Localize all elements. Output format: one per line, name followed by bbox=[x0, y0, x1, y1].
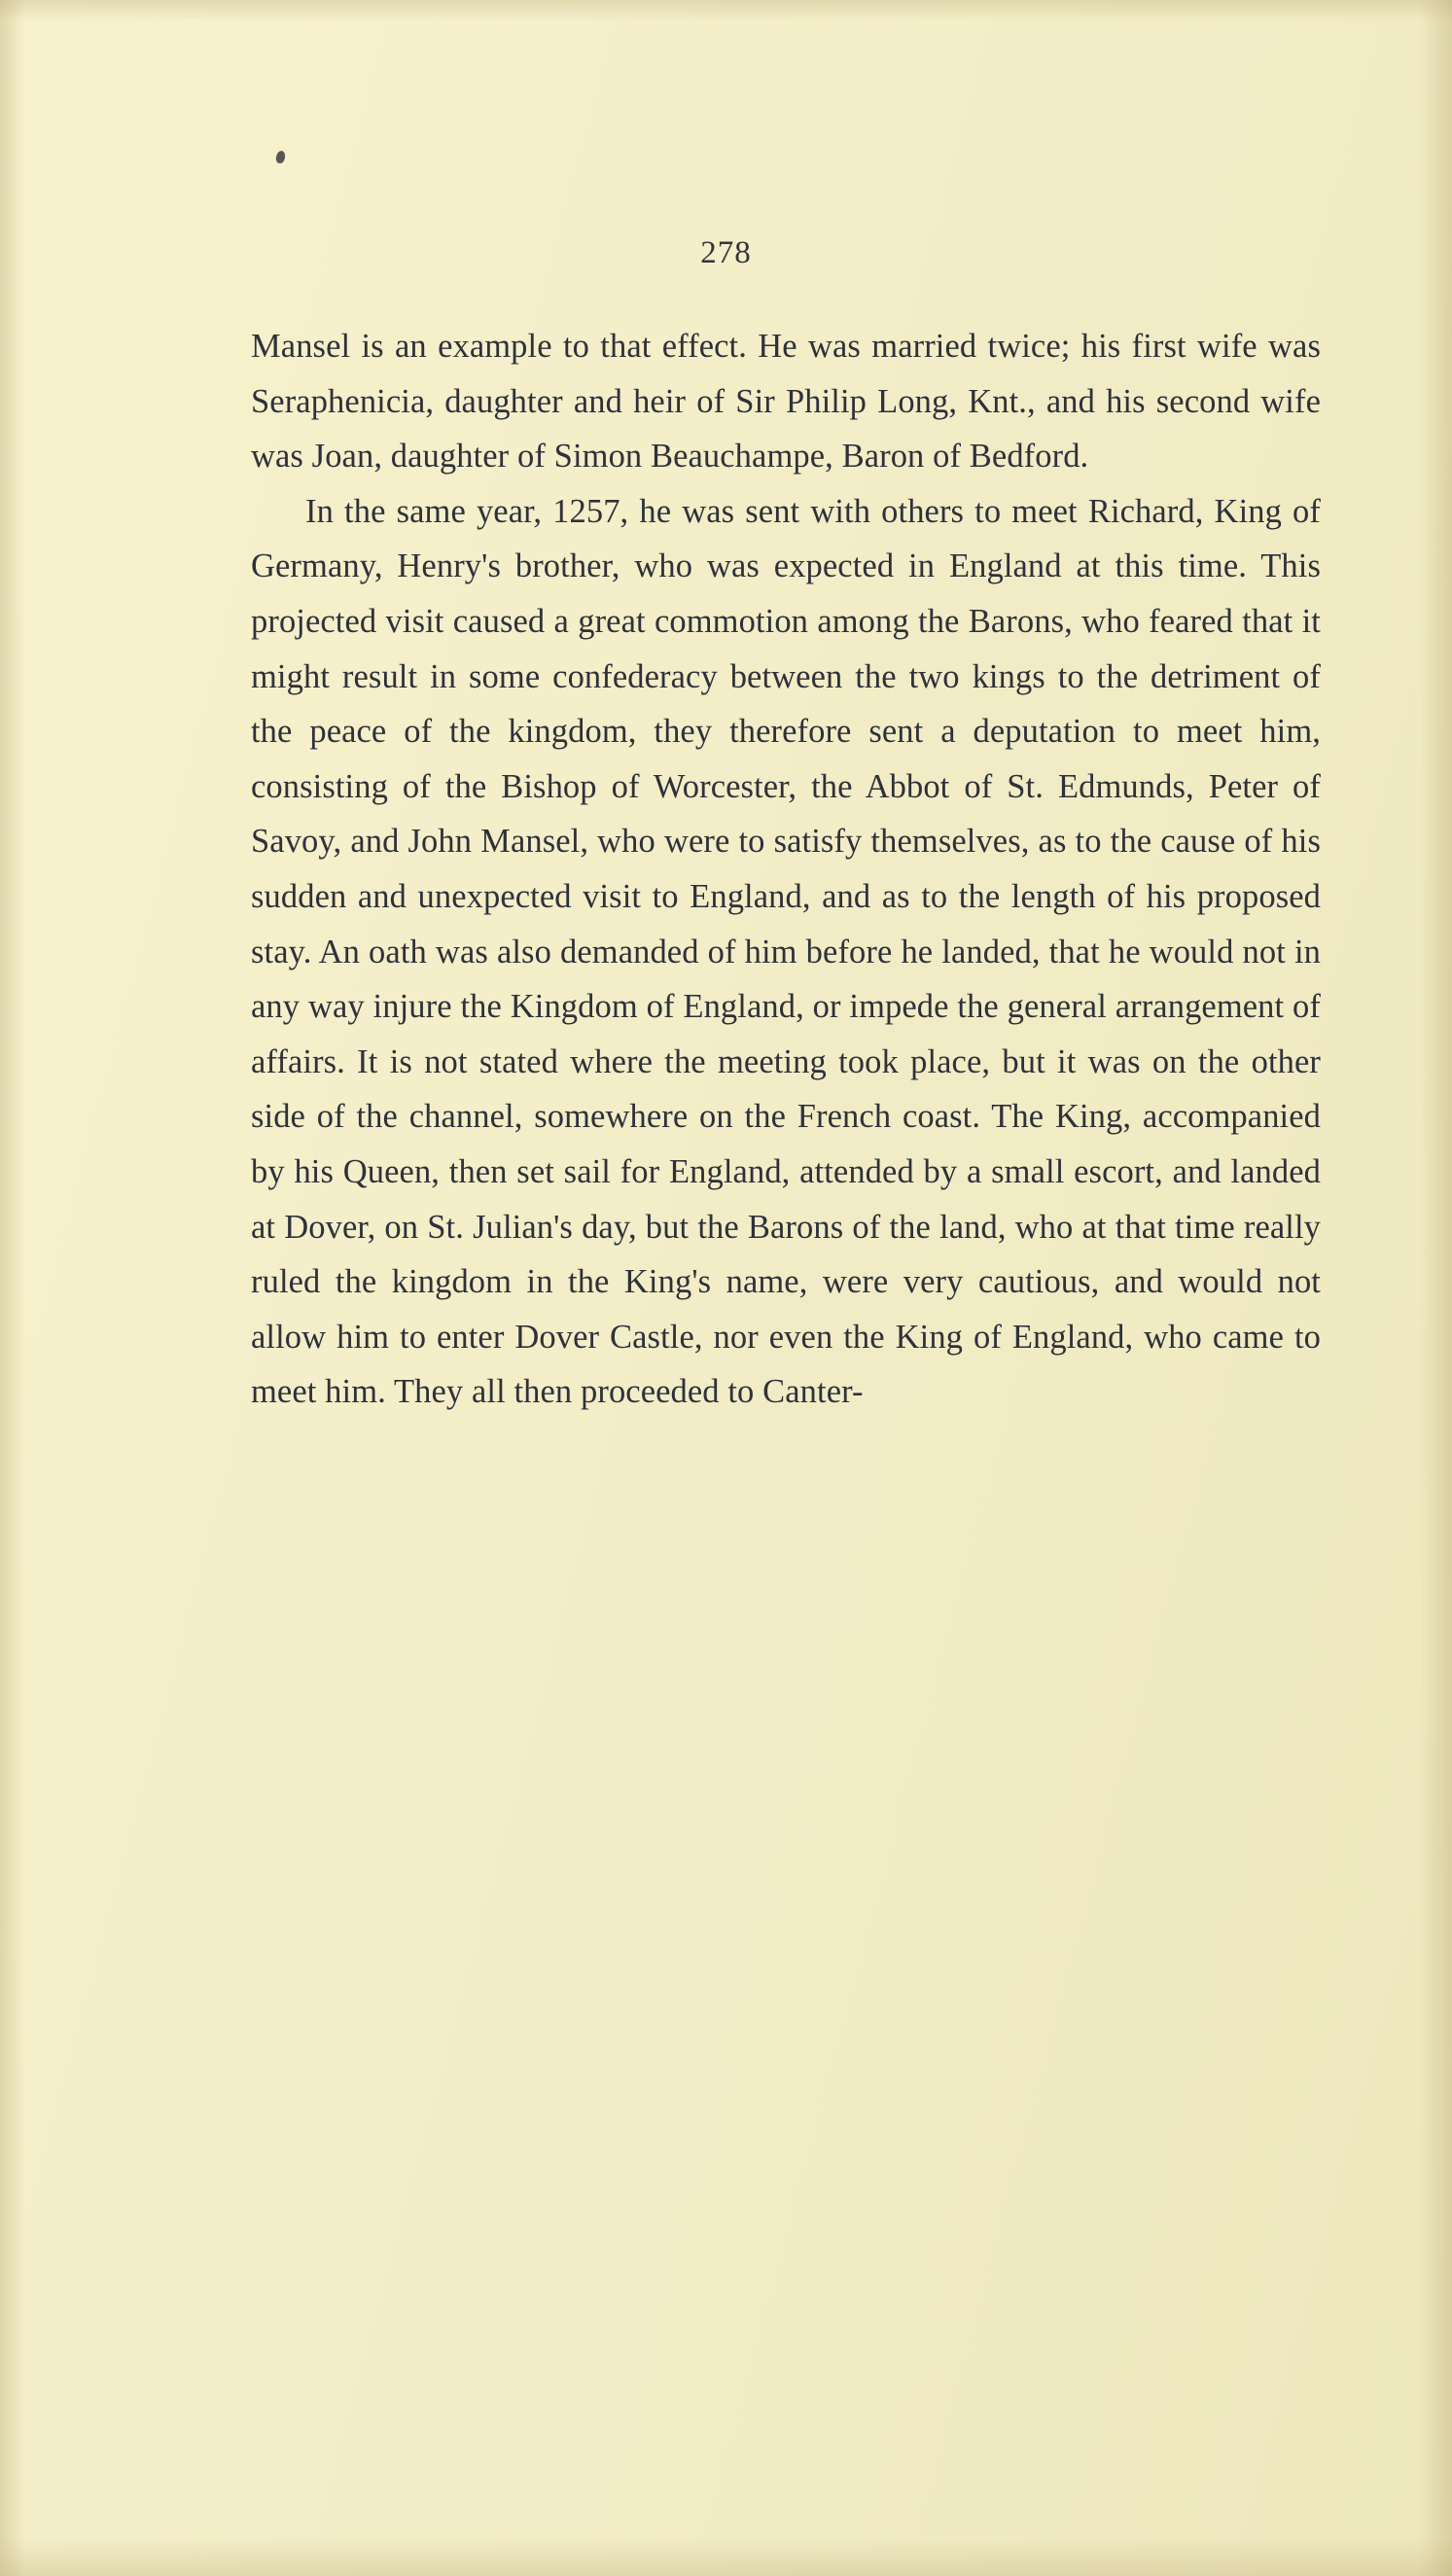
page-edge-shadow-top bbox=[0, 0, 1452, 21]
paragraph-1: Mansel is an example to that effect. He was married twice; his first wife was Seraphenicia, daughter and heir of Sir Philip Long, Knt., and his second wife was Joan, daughter of Simon Beauchampe, Baron of Bedford. bbox=[251, 328, 1321, 476]
page-number: 278 bbox=[700, 235, 752, 270]
body-text bbox=[251, 319, 1321, 1420]
page-edge-shadow-bottom bbox=[0, 2537, 1452, 2576]
page-edge-shadow-right bbox=[1419, 0, 1452, 2576]
page-edge-shadow-left bbox=[0, 0, 25, 2576]
paragraph-2: In the same year, 1257, he was sent with others to meet Richard, King of Germany, Henry's brother, who was expected in England at this time. This projected visit caused a great commotion among the Barons, who feared that it might result in some confederacy between the two kings to the detriment of the peace of the kingdom, they therefore sent a deputation to meet him, consisting of the Bishop of Worcester, the Abbot of St. Edmunds, Peter of Savoy, and John Mansel, who were to satisfy themselves, as to the cause of his sudden and unexpected visit to England, and as to the length of his proposed stay. An oath was also demanded of him before he landed, that he would not in any way injure the Kingdom of England, or impede the general arrangement of affairs. It is not stated where the meeting took place, but it was on the other side of the channel, somewhere on the French coast. The King, accompanied by his Queen, then set sail for England, attended by a small escort, and landed at Dover, on St. Julian's day, but the Barons of the land, who at that time really ruled the kingdom in the King's name, were very cautious, and would not allow him to enter Dover Castle, nor even the King of England, who came to meet him. They all then proceeded to Canter- bbox=[251, 492, 1321, 1411]
ink-speck-mark bbox=[275, 150, 287, 164]
